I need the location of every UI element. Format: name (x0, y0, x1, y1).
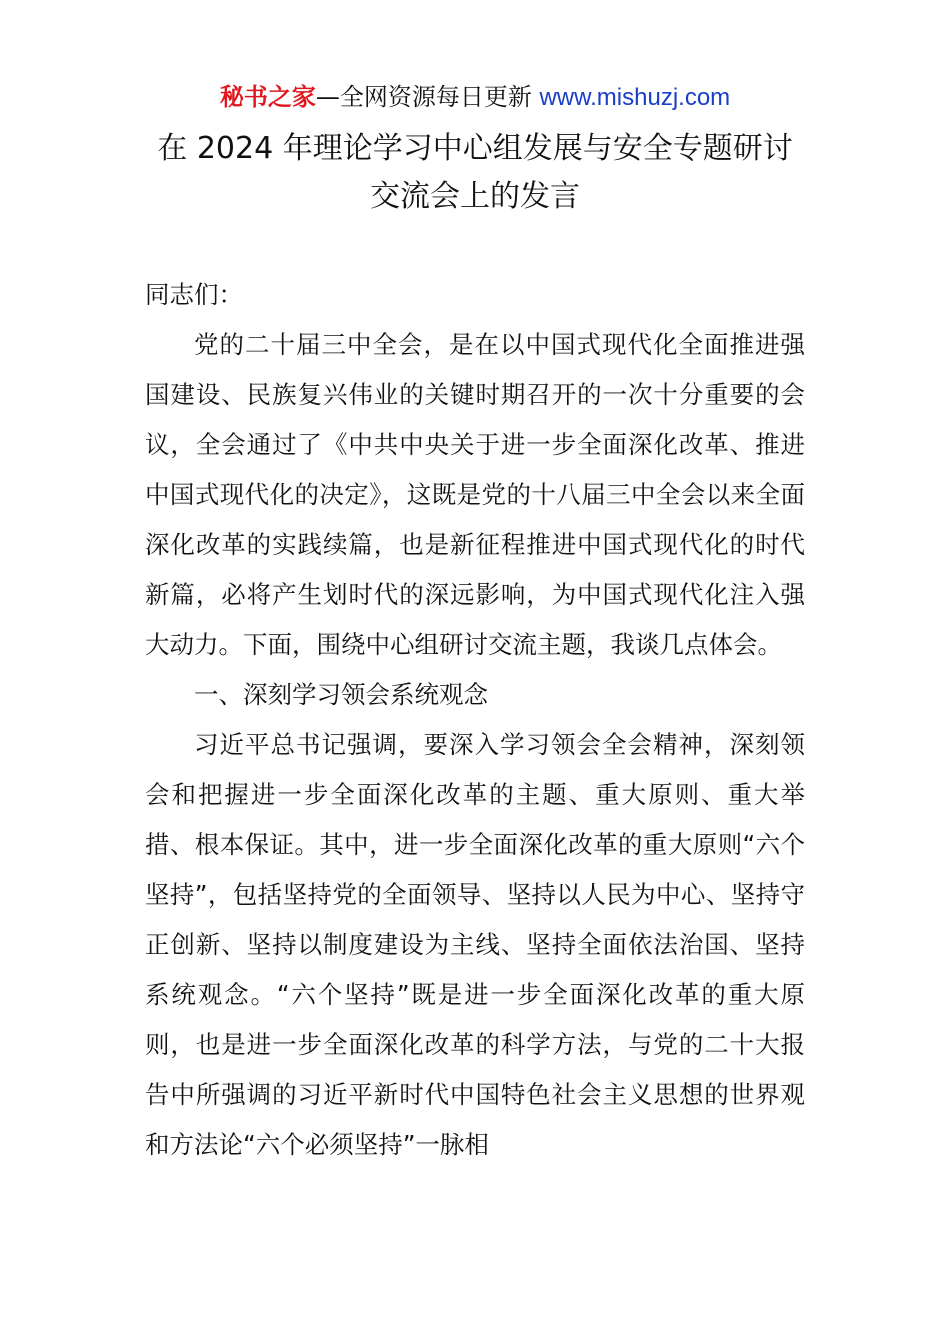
document-body (145, 270, 805, 1170)
paragraph-intro: 党的二十届三中全会，是在以中国式现代化全面推进强国建设、民族复兴伟业的关键时期召开的一次十分重要的会议，全会通过了《中共中央关于进一步全面深化改革、推进中国式现代化的决定》，这既是党的十八届三中全会以来全面深化改革的实践续篇，也是新征程推进中国式现代化的时代新篇，必将产生划时代的深远影响，为中国式现代化注入强大动力。下面，围绕中心组研讨交流主题，我谈几点体会。 (145, 330, 805, 659)
banner-tagline: —全网资源每日更新 (315, 83, 540, 111)
brand-name: 秘书之家 (219, 83, 316, 111)
title-line-1: 在 2024 年理论学习中心组发展与安全专题研讨 (157, 131, 793, 166)
salutation: 同志们： (145, 280, 243, 309)
title-line-2: 交流会上的发言 (370, 179, 580, 214)
section-heading-1: 一、深刻学习领会系统观念 (194, 680, 488, 709)
site-url[interactable]: www.mishuzj.com (539, 84, 731, 111)
paragraph-section-1: 习近平总书记强调，要深入学习领会全会精神，深刻领会和把握进一步全面深化改革的主题、重大原则、重大举措、根本保证。其中，进一步全面深化改革的重大原则“六个坚持”，包括坚持党的全面领导、坚持以人民为中心、坚持守正创新、坚持以制度建设为主线、坚持全面依法治国、坚持系统观念。“六个坚持”既是进一步全面深化改革的重大原则，也是进一步全面深化改革的科学方法，与党的二十大报告中所强调的习近平新时代中国特色社会主义思想的世界观和方法论“六个必须坚持”一脉相 (145, 730, 805, 1159)
site-banner (0, 80, 950, 115)
document-title (0, 125, 950, 221)
